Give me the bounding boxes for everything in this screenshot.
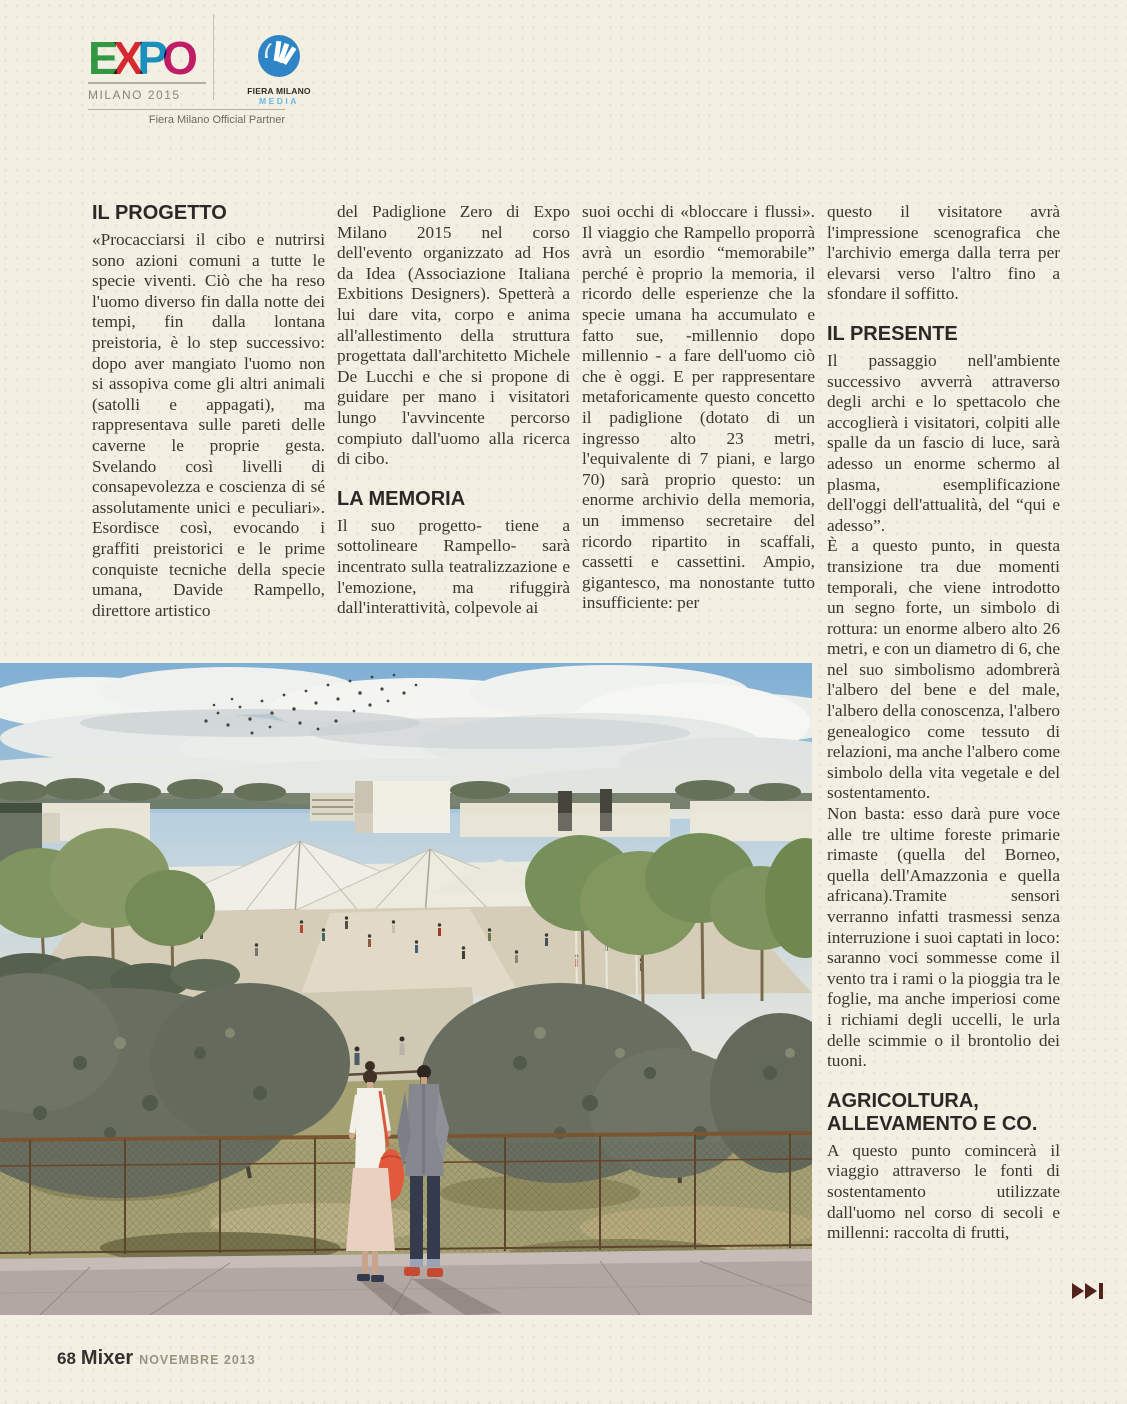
partner-text: Fiera Milano Official Partner [148,114,285,126]
body-paragraph: È a questo punto, in questa transizione tra due momenti temporali, che viene introdotto un segno forte, un simbolo di rottura: un enorme albero alto 26 metri, e con un diametro di 6, che nel suo simbolismo adombrerà l'albero del bene e del male, l'albero della conoscenza, l'albero genealogico come tessuto di relazioni, ma anche l'albero come simbolo della vita vegetale e del sostentamento. [827,536,1060,803]
fiera-milano-media-logo [236,33,322,106]
fiera-logo-line2: MEDIA [259,96,299,106]
section-agricoltura [827,1090,1060,1244]
article-column-3 [582,202,815,645]
expo-milano-2015-logo [88,32,208,102]
partner-rule [88,109,285,110]
article-column-2 [337,202,570,645]
page-number: 68 [57,1349,76,1368]
section-il-presente [827,323,1060,1072]
section-la-memoria [337,488,570,619]
section-heading: LA MEMORIA [337,487,466,510]
fiera-milano-globe-icon [256,33,302,79]
section-continuation [827,202,1060,305]
body-paragraph: suoi occhi di «bloccare i flussi». Il viaggio che Rampello proporrà avrà un esordio “memorabile” perché è proprio la memoria, il ricordo delle esperienze che la specie umana ha accumulato e fatto sue, -millennio dopo millennio - a fare dell'uomo ciò che è oggi. E per rappresentare metaforicamente questo concetto il padiglione (dotato di un ingresso alto 23 metri, l'equivalente di 7 piani, e largo 70) sarà proprio questo: un enorme archivio della memoria, un immenso secretaire del ricordo ripartito in scaffali, cassetti e cassettini. Ampio, gigantesco, ma nonostante tutto insufficiente: per [582,202,815,613]
section-continuation [337,202,570,470]
body-paragraph: Il passaggio nell'ambiente successivo avverrà attraverso degli archi e lo spettacolo che accoglierà i visitatori, colpiti alle spalle da un fascio di luce, sarà adesso un enorme schermo al plasma, esemplificazione dell'oggi dell'attualità, del “qui e adesso”. [827,350,1060,535]
header-divider [213,14,214,100]
section-il-progetto [92,202,325,621]
body-paragraph: «Procacciarsi il cibo e nutrirsi sono azioni comuni a tutte le specie viventi. Ciò che ha reso l'uomo diverso fin dalla notte dei tempi, fin dalla lontana preistoria, è lo step successivo: dopo aver mangiato l'uomo non si assopiva come gli altri animali (satolli e appagati), ma rappresentava sulle pareti delle caverne le proprie gesta. Svelando così livelli di consapevolezza e coscienza di sé assolutamente unici e peculiari». Esordisce così, evocando i graffiti preistorici e le prime conquiste tecniche della specie umana, Davide Rampello, direttore artistico [92,230,325,620]
fiera-logo-line1: FIERA MILANO [247,86,311,96]
expo-letter-p: P [137,32,163,84]
expo-logo-subtext: MILANO 2015 [88,88,181,102]
body-paragraph: del Padiglione Zero di Expo Milano 2015 nel corso dell'evento organizzato ad Hos da Idea (Associazione Italiana Exbitions Designers). Spetterà a lui dare vita, corpo e anima all'allestimento della struttura progettata dall'architetto Michele De Lucchi e che si propone di guidare per mano i visitatori lungo l'avvincente percorso compiuto dall'uomo alla ricerca di cibo. [337,202,570,469]
pavilion-rendering-image [0,663,812,1315]
article-column-1 [92,202,325,645]
section-heading: AGRICOLTURA, ALLEVAMENTO E CO. [827,1089,1038,1135]
article-column-4 [827,202,1060,1342]
expo-letter-x: X [112,32,138,84]
expo-letter-e: E [88,32,113,84]
issue-date: NOVEMBRE 2013 [139,1353,256,1367]
body-paragraph: Non basta: esso darà pure voce alle tre ultime foreste primarie rimaste (quella del Borneo, quella dell'Amazzonia e quella africana).Tramite sensori verranno infatti trasmessi senza interruzione i suoi captati in loco: saranno voci sommesse come il vento tra i rami o la pioggia tra le foglie, ma anche imperiosi come i richiami degli uccelli, le urla delle scimmie o il brontolio dei tuoni. [827,804,1060,1071]
body-paragraph: A questo punto comincerà il viaggio attraverso le fonti di sostentamento utilizzate dall'uomo nel corso di secoli e millenni: raccolta di frutti, [827,1140,1060,1243]
expo-logo-letters [88,32,208,84]
section-heading: IL PROGETTO [92,202,227,224]
skip-next-icon[interactable] [1072,1282,1106,1300]
body-paragraph: questo il visitatore avrà l'impressione scenografica che l'archivio emerga dalla terra per elevarsi verso l'altro fino a sfondare il soffitto. [827,202,1060,304]
expo-letter-o: O [162,32,192,84]
section-continuation [582,202,815,614]
section-heading: IL PRESENTE [827,322,958,345]
body-paragraph: Il suo progetto- tiene a sottolineare Rampello- sarà incentrato sulla teatralizzazione e l'emozione, ma rifuggirà dall'interattività, colpevole ai [337,515,570,618]
magazine-name: Mixer [80,1347,134,1369]
page-footer [57,1347,256,1370]
